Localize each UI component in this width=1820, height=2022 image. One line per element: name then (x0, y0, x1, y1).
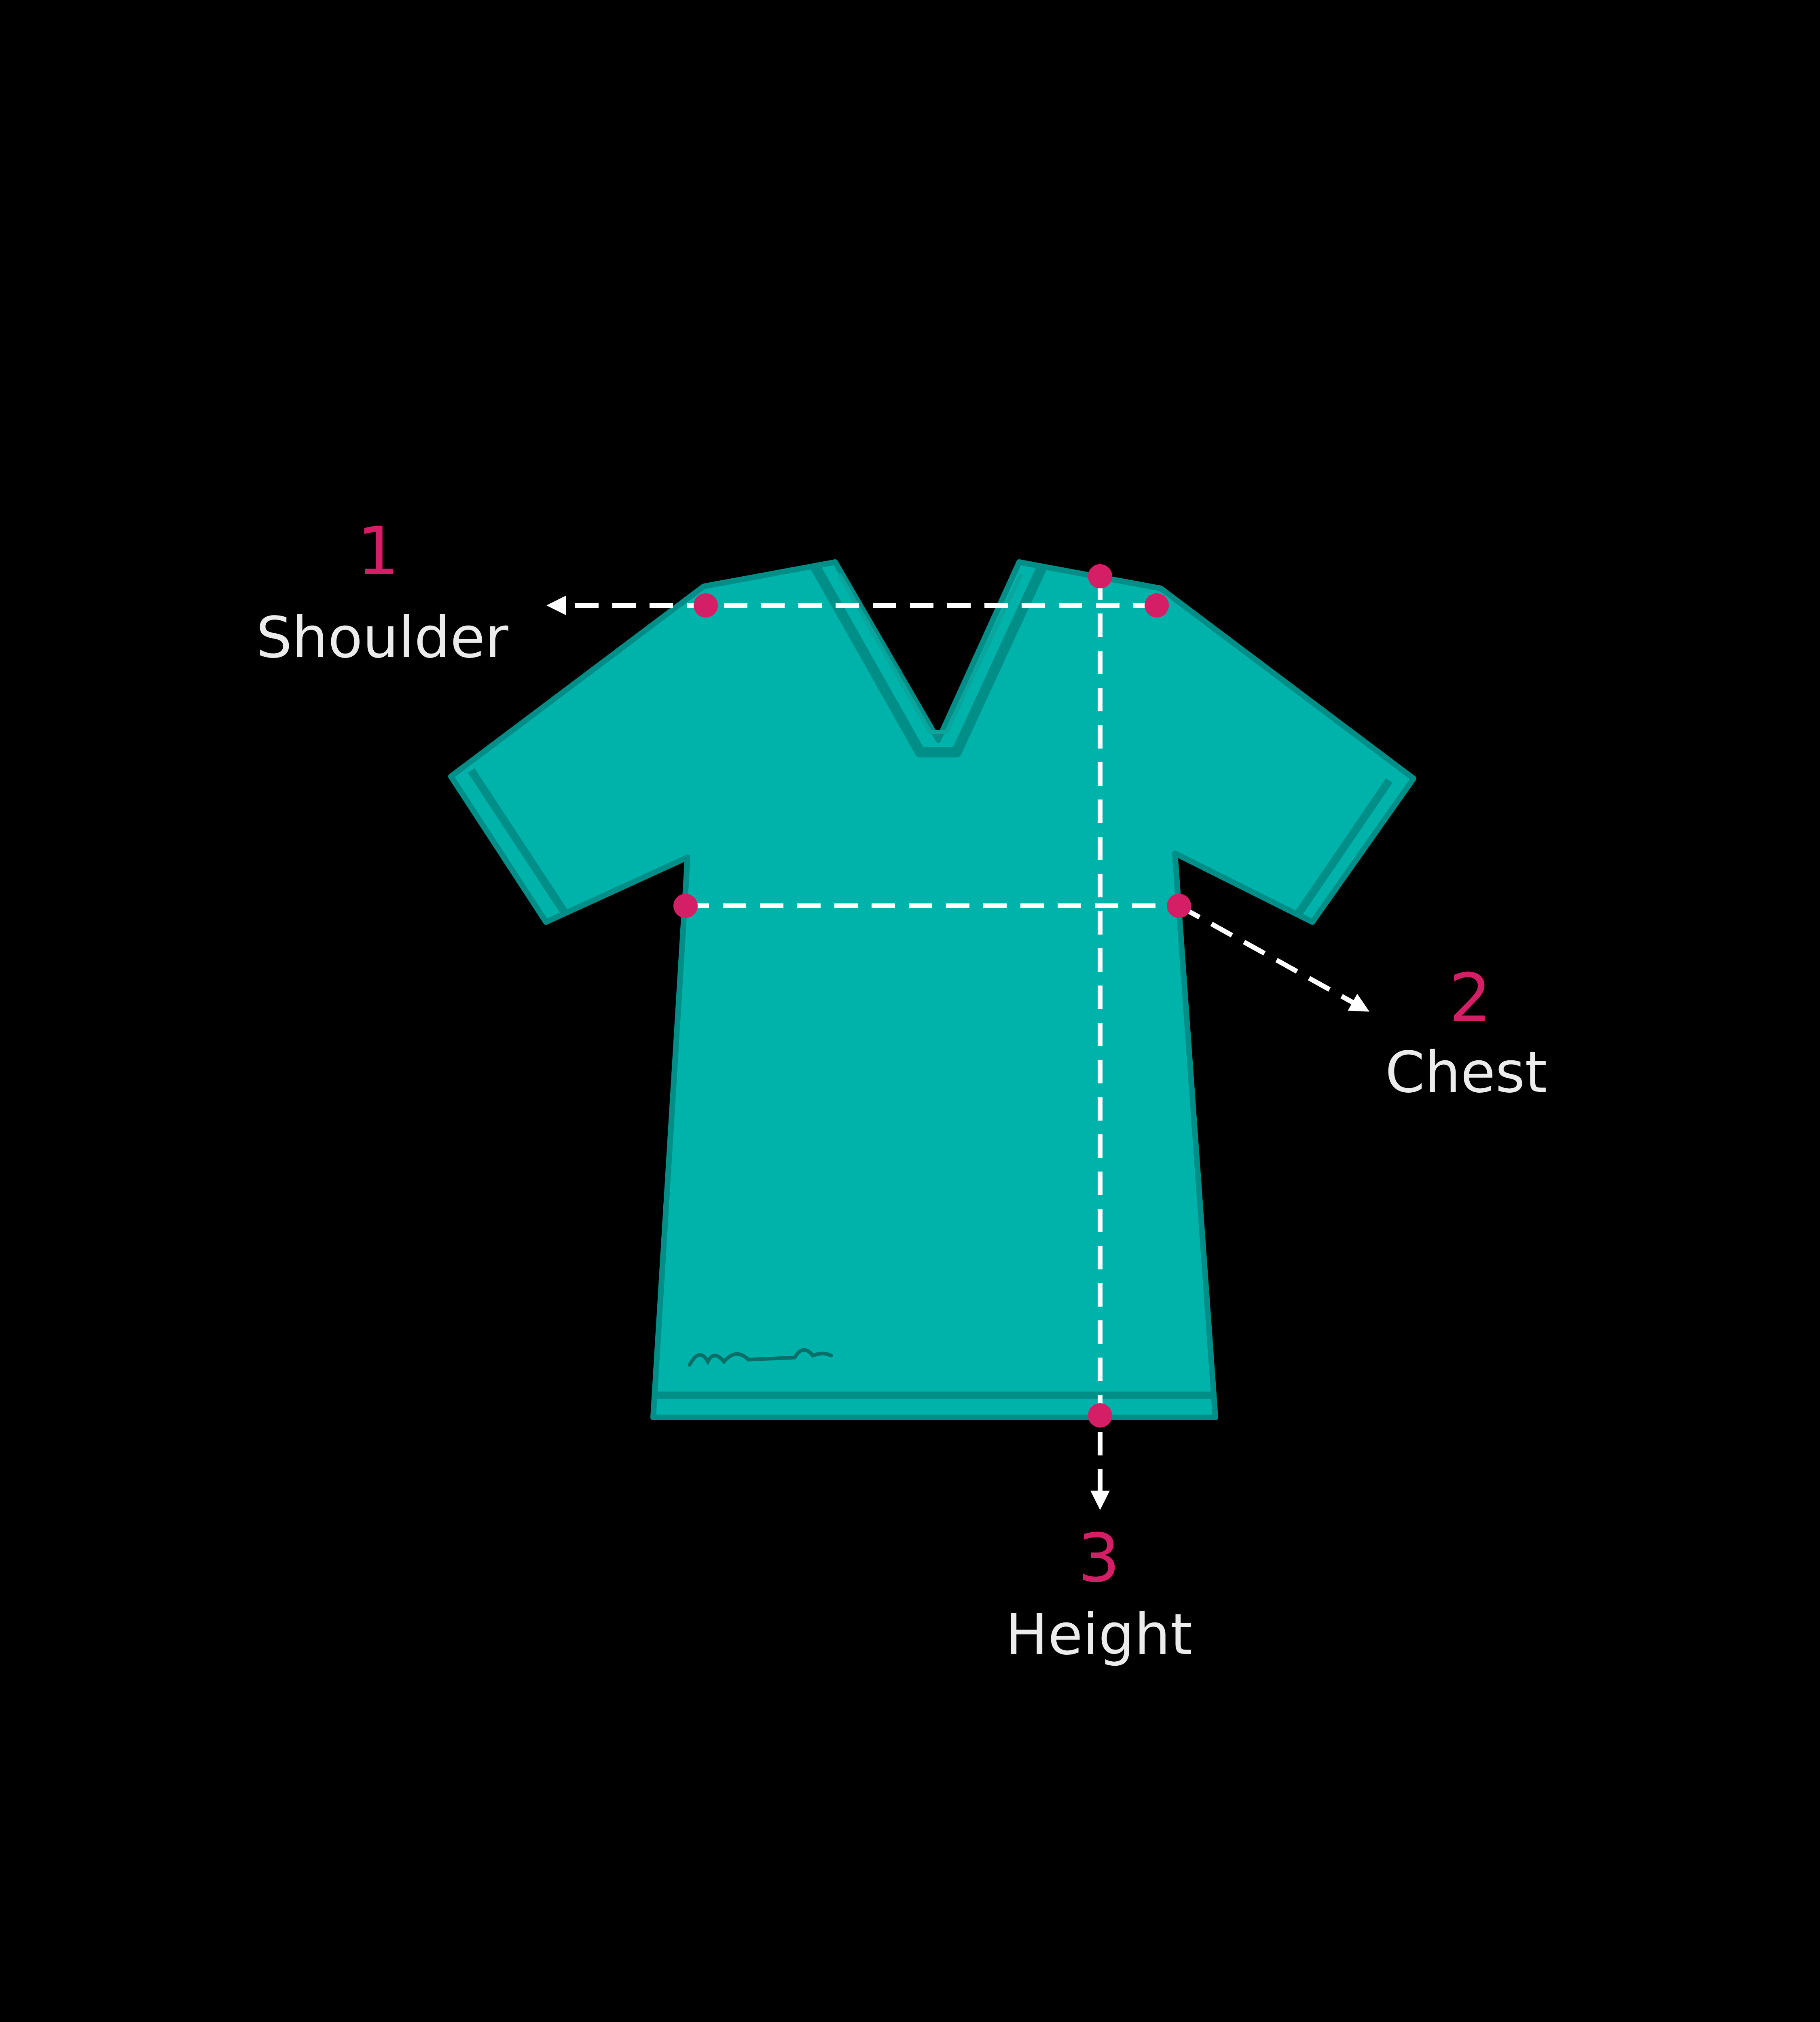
height-label: Height (1005, 1602, 1193, 1668)
chest-left-point (673, 894, 698, 918)
chest-label: Chest (1385, 1040, 1547, 1106)
chest-right-point (1167, 894, 1191, 918)
shoulder-left-point (694, 593, 718, 618)
height-top-point (1088, 564, 1112, 588)
chest-arrow-line (1179, 906, 1361, 1007)
height-bottom-point (1088, 1403, 1112, 1428)
tshirt-illustration (451, 562, 1414, 1417)
shoulder-right-point (1145, 593, 1169, 618)
shoulder-number: 1 (357, 512, 400, 590)
tshirt-body (451, 562, 1414, 1417)
shoulder-label: Shoulder (256, 605, 508, 671)
chest-number: 2 (1449, 959, 1492, 1037)
height-number: 3 (1077, 1519, 1120, 1597)
